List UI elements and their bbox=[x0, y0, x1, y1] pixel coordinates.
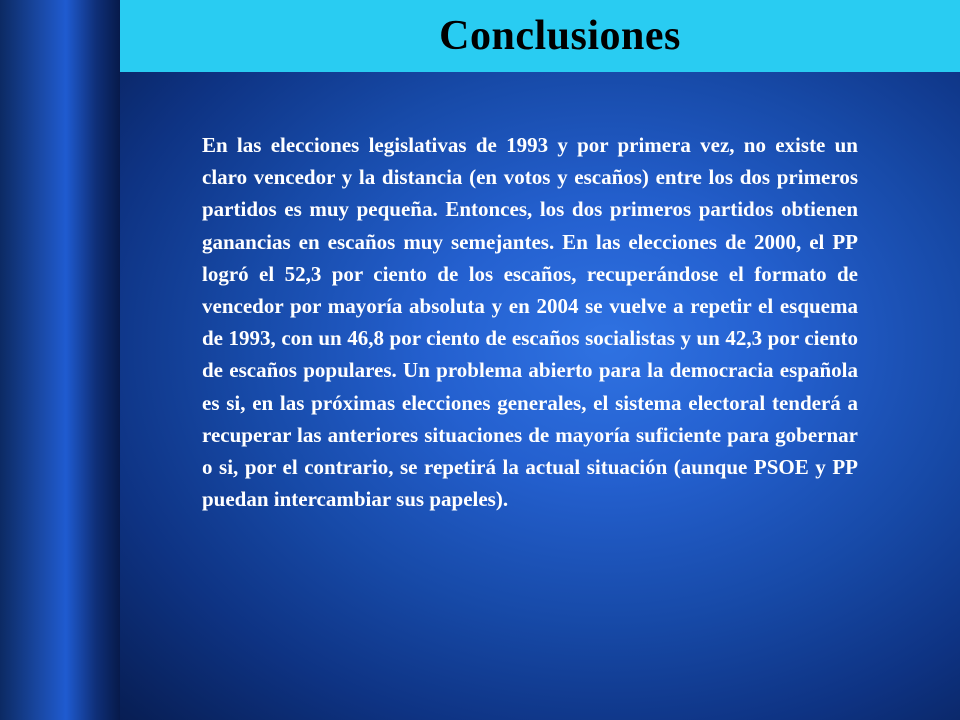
left-decorative-bar bbox=[0, 0, 120, 720]
body-paragraph: En las elecciones legislativas de 1993 y por primera vez, no existe un claro vencedor y la distancia (en votos y escaños) entre los dos primeros partidos es muy pequeña. Entonces, los dos primeros partidos obtienen ganancias en escaños muy semejantes. En las elecciones de 2000, el PP logró el 52,3 por ciento de los escaños, recuperándose el formato de vencedor por mayoría absoluta y en 2004 se vuelve a repetir el esquema de 1993, con un 46,8 por ciento de escaños socialistas y un 42,3 por ciento de escaños populares. Un problema abierto para la democracia española es si, en las próximas elecciones generales, el sistema electoral tenderá a recuperar las anteriores situaciones de mayoría suficiente para gobernar o si, por el contrario, se repetirá la actual situación (aunque PSOE y PP puedan intercambiar sus papeles). bbox=[202, 133, 858, 512]
title-bar bbox=[120, 0, 960, 72]
slide-title: Conclusiones bbox=[439, 13, 681, 59]
content-area bbox=[120, 72, 960, 720]
